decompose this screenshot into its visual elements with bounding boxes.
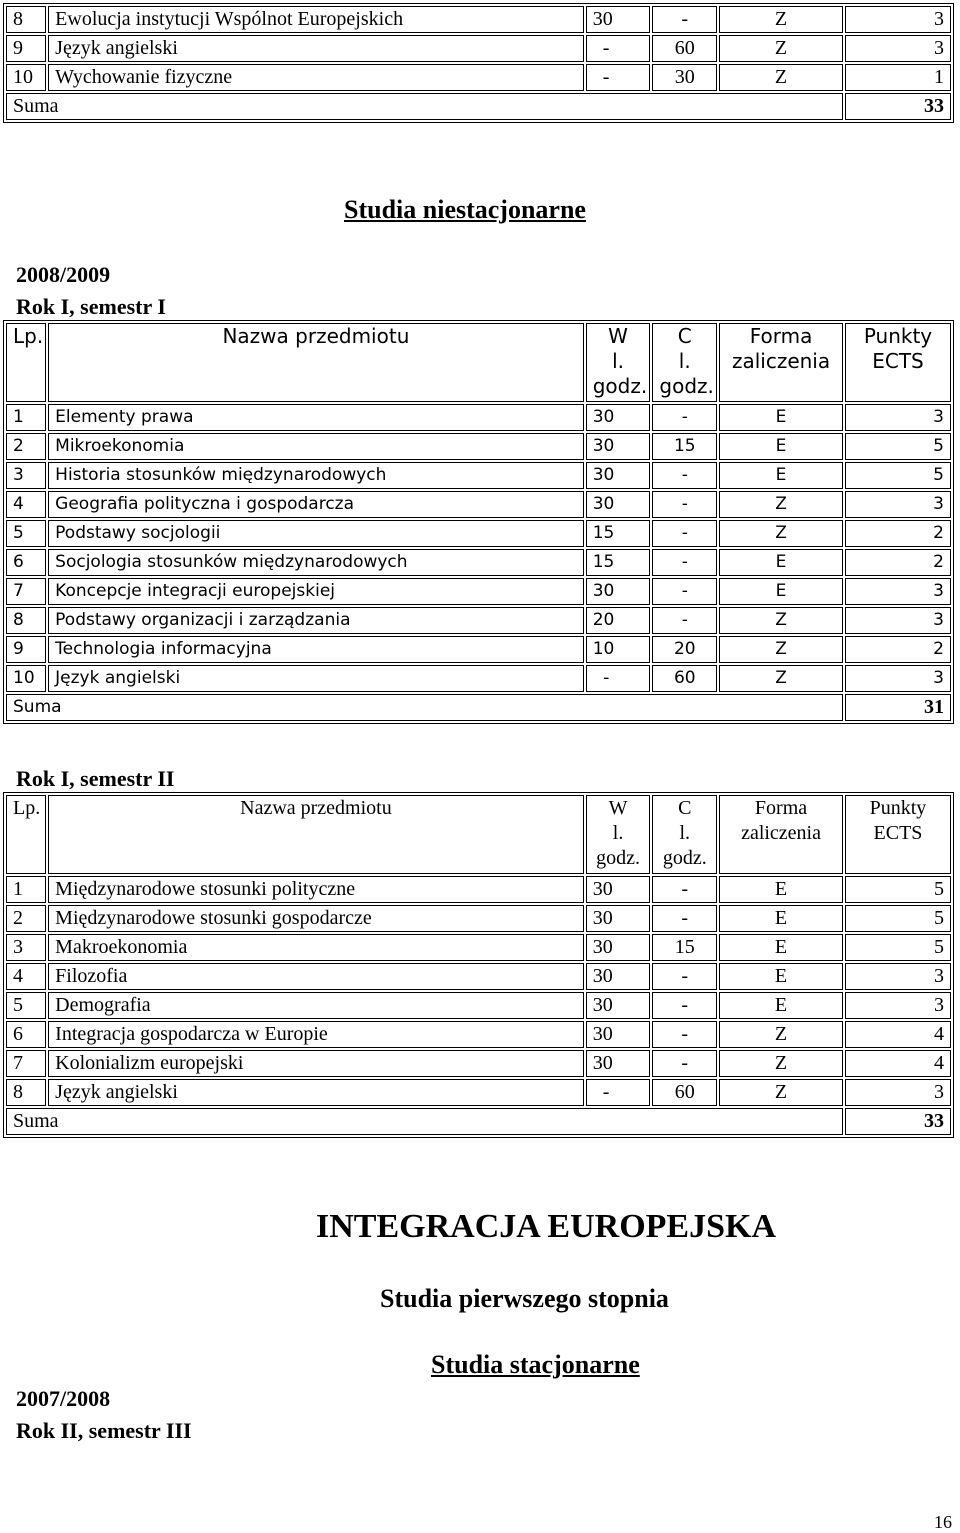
row-course-name: Filozofia (48, 963, 584, 990)
row-lecture-hours: 30 (586, 876, 651, 903)
row-lecture-hours: 30 (586, 1050, 651, 1077)
row-course-name: Historia stosunków międzynarodowych (48, 462, 584, 489)
row-lp: 8 (6, 1079, 46, 1106)
row-lp: 9 (6, 636, 46, 663)
academic-year-2008: 2008/2009 (16, 262, 111, 287)
row-course-name: Ewolucja instytucji Wspólnot Europejskich (48, 6, 584, 33)
header-w (586, 795, 651, 874)
row-course-name: Język angielski (48, 1079, 584, 1106)
row-lp: 1 (6, 876, 46, 903)
semester-2-course-table (3, 792, 954, 1138)
row-ects: 5 (845, 462, 951, 489)
header-name: Nazwa przedmiotu (48, 795, 584, 874)
row-lecture-hours: - (586, 665, 651, 692)
table-row (6, 578, 951, 605)
row-lecture-hours: 30 (586, 1021, 651, 1048)
row-ects: 5 (845, 433, 951, 460)
row-lp: 2 (6, 433, 46, 460)
header-forma-line: zaliczenia (741, 822, 821, 844)
row-lp: 4 (6, 491, 46, 518)
row-lecture-hours: - (586, 64, 651, 91)
row-class-hours: - (652, 549, 717, 576)
row-class-hours: - (652, 905, 717, 932)
header-w-line: l. (612, 822, 624, 844)
header-c-line: C (678, 797, 692, 819)
semester-label-1: Rok I, semestr I (16, 294, 166, 319)
row-course-name: Wychowanie fizyczne (48, 64, 584, 91)
row-ects: 3 (845, 404, 951, 431)
row-lp: 9 (6, 35, 46, 62)
header-forma-line: Forma (754, 797, 808, 819)
table-row (6, 404, 951, 431)
row-assessment: Z (719, 1050, 843, 1077)
table-row (6, 1050, 951, 1077)
header-w-line: l. (612, 349, 625, 373)
row-lp: 5 (6, 520, 46, 547)
row-assessment: Z (719, 491, 843, 518)
row-assessment: E (719, 934, 843, 961)
row-assessment: E (719, 549, 843, 576)
row-class-hours: - (652, 404, 717, 431)
table-row (6, 905, 951, 932)
row-ects: 3 (845, 992, 951, 1019)
row-class-hours: 60 (652, 1079, 717, 1106)
row-course-name: Elementy prawa (48, 404, 584, 431)
row-lp: 1 (6, 404, 46, 431)
table-row (6, 876, 951, 903)
row-ects: 2 (845, 549, 951, 576)
row-assessment: E (719, 578, 843, 605)
row-lecture-hours: 30 (586, 6, 651, 33)
row-lecture-hours: 30 (586, 905, 651, 932)
row-lecture-hours: 15 (586, 520, 651, 547)
semester-1-rows (6, 323, 951, 721)
row-lecture-hours: 30 (586, 934, 651, 961)
section-title-niestacjonarne: Studia niestacjonarne (344, 195, 586, 224)
row-class-hours: 20 (652, 636, 717, 663)
row-lp: 6 (6, 1021, 46, 1048)
row-assessment: E (719, 404, 843, 431)
table-sum-row (6, 93, 951, 120)
row-class-hours: - (652, 491, 717, 518)
sum-label: Suma (6, 694, 843, 721)
header-punkty-line: Punkty (863, 324, 933, 348)
row-ects: 2 (845, 520, 951, 547)
table-row (6, 963, 951, 990)
row-ects: 3 (845, 607, 951, 634)
sum-label: Suma (6, 93, 843, 120)
row-ects: 3 (845, 578, 951, 605)
header-c-line: l. (678, 349, 691, 373)
row-lecture-hours: 30 (586, 992, 651, 1019)
row-ects: 3 (845, 6, 951, 33)
academic-year-2007: 2007/2008 (16, 1386, 111, 1411)
row-ects: 3 (845, 35, 951, 62)
header-w-line: W (608, 324, 628, 348)
row-lecture-hours: 30 (586, 404, 651, 431)
row-lecture-hours: 30 (586, 578, 651, 605)
row-lecture-hours: - (586, 35, 651, 62)
study-mode-stacjonarne: Studia stacjonarne (431, 1350, 640, 1379)
program-title: INTEGRACJA EUROPEJSKA (316, 1208, 777, 1245)
row-course-name: Koncepcje integracji europejskiej (48, 578, 584, 605)
row-lp: 8 (6, 6, 46, 33)
row-class-hours: - (652, 992, 717, 1019)
page-number: 16 (934, 1512, 952, 1532)
row-class-hours: 15 (652, 433, 717, 460)
header-c (652, 323, 717, 402)
row-class-hours: 60 (652, 35, 717, 62)
row-ects: 3 (845, 1079, 951, 1106)
row-course-name: Mikroekonomia (48, 433, 584, 460)
row-assessment: E (719, 963, 843, 990)
table-row (6, 491, 951, 518)
row-course-name: Język angielski (48, 35, 584, 62)
table-row (6, 433, 951, 460)
row-course-name: Podstawy socjologii (48, 520, 584, 547)
row-assessment: Z (719, 1079, 843, 1106)
row-assessment: E (719, 876, 843, 903)
header-lp: Lp. (6, 795, 46, 874)
row-course-name: Makroekonomia (48, 934, 584, 961)
row-course-name: Międzynarodowe stosunki gospodarcze (48, 905, 584, 932)
header-punkty-line: Punkty (869, 797, 927, 819)
row-assessment: E (719, 433, 843, 460)
semester-label-2: Rok I, semestr II (16, 766, 175, 791)
row-assessment: Z (719, 6, 843, 33)
row-lecture-hours: 10 (586, 636, 651, 663)
table-sum-row (6, 1108, 951, 1135)
table-row (6, 64, 951, 91)
header-w-line: godz. (596, 847, 640, 869)
header-c (652, 795, 717, 874)
row-class-hours: - (652, 963, 717, 990)
row-class-hours: 60 (652, 665, 717, 692)
row-lp: 6 (6, 549, 46, 576)
header-c-line: l. (679, 822, 691, 844)
row-assessment: Z (719, 665, 843, 692)
header-forma (719, 795, 843, 874)
row-assessment: E (719, 905, 843, 932)
table-row (6, 934, 951, 961)
row-course-name: Demografia (48, 992, 584, 1019)
row-lp: 2 (6, 905, 46, 932)
header-w-line: godz. (592, 374, 648, 398)
table-row (6, 549, 951, 576)
row-ects: 3 (845, 491, 951, 518)
table-row (6, 6, 951, 33)
row-lp: 3 (6, 462, 46, 489)
row-assessment: E (719, 992, 843, 1019)
row-lp: 5 (6, 992, 46, 1019)
program-level: Studia pierwszego stopnia (380, 1284, 669, 1313)
top-course-rows (6, 6, 951, 120)
row-course-name: Geografia polityczna i gospodarcza (48, 491, 584, 518)
row-course-name: Socjologia stosunków międzynarodowych (48, 549, 584, 576)
header-punkty-line: ECTS (873, 822, 923, 844)
table-row (6, 520, 951, 547)
row-assessment: Z (719, 64, 843, 91)
row-ects: 5 (845, 905, 951, 932)
table-sum-row (6, 694, 951, 721)
row-lp: 4 (6, 963, 46, 990)
row-lecture-hours: 30 (586, 963, 651, 990)
header-punkty (845, 323, 951, 402)
row-lp: 10 (6, 64, 46, 91)
header-forma-line: Forma (749, 324, 813, 348)
row-class-hours: - (652, 1050, 717, 1077)
header-c-line: godz. (662, 847, 707, 869)
table-header-row (6, 795, 951, 874)
row-ects: 4 (845, 1021, 951, 1048)
row-lecture-hours: 20 (586, 607, 651, 634)
row-lp: 7 (6, 1050, 46, 1077)
table-row (6, 1079, 951, 1106)
table-row (6, 1021, 951, 1048)
table-header-row (6, 323, 951, 402)
header-punkty-line: ECTS (872, 349, 924, 373)
row-assessment: E (719, 462, 843, 489)
row-class-hours: - (652, 607, 717, 634)
top-course-table (3, 3, 954, 123)
table-row (6, 462, 951, 489)
row-ects: 4 (845, 1050, 951, 1077)
row-assessment: Z (719, 636, 843, 663)
header-c-line: godz. (659, 374, 714, 398)
semester-2-rows (6, 795, 951, 1135)
row-class-hours: - (652, 876, 717, 903)
sum-value: 31 (845, 694, 951, 721)
row-course-name: Technologia informacyjna (48, 636, 584, 663)
header-w-line: W (608, 797, 628, 819)
row-assessment: Z (719, 520, 843, 547)
header-forma-line: zaliczenia (731, 349, 831, 373)
table-row (6, 35, 951, 62)
row-class-hours: - (652, 520, 717, 547)
row-assessment: Z (719, 35, 843, 62)
row-ects: 5 (845, 934, 951, 961)
row-ects: 5 (845, 876, 951, 903)
sum-label: Suma (6, 1108, 843, 1135)
row-course-name: Język angielski (48, 665, 584, 692)
header-c-line: C (677, 324, 692, 348)
row-assessment: Z (719, 1021, 843, 1048)
row-course-name: Podstawy organizacji i zarządzania (48, 607, 584, 634)
row-class-hours: - (652, 578, 717, 605)
row-lecture-hours: 30 (586, 462, 651, 489)
header-w (586, 323, 651, 402)
sum-value: 33 (845, 93, 951, 120)
semester-1-course-table (3, 320, 954, 724)
row-lp: 7 (6, 578, 46, 605)
table-row (6, 636, 951, 663)
table-row (6, 607, 951, 634)
header-forma (719, 323, 843, 402)
header-name: Nazwa przedmiotu (48, 323, 584, 402)
row-lp: 8 (6, 607, 46, 634)
row-lecture-hours: 15 (586, 549, 651, 576)
row-ects: 3 (845, 963, 951, 990)
row-lecture-hours: - (586, 1079, 651, 1106)
row-class-hours: - (652, 6, 717, 33)
semester-label-3: Rok II, semestr III (16, 1418, 192, 1443)
row-class-hours: - (652, 462, 717, 489)
row-class-hours: - (652, 1021, 717, 1048)
row-lecture-hours: 30 (586, 433, 651, 460)
row-ects: 3 (845, 665, 951, 692)
row-course-name: Kolonializm europejski (48, 1050, 584, 1077)
row-lecture-hours: 30 (586, 491, 651, 518)
row-lp: 3 (6, 934, 46, 961)
table-row (6, 665, 951, 692)
row-class-hours: 15 (652, 934, 717, 961)
row-course-name: Integracja gospodarcza w Europie (48, 1021, 584, 1048)
row-ects: 2 (845, 636, 951, 663)
row-class-hours: 30 (652, 64, 717, 91)
table-row (6, 992, 951, 1019)
row-ects: 1 (845, 64, 951, 91)
row-course-name: Międzynarodowe stosunki polityczne (48, 876, 584, 903)
header-punkty (845, 795, 951, 874)
header-lp: Lp. (6, 323, 46, 402)
row-assessment: Z (719, 607, 843, 634)
row-lp: 10 (6, 665, 46, 692)
sum-value: 33 (845, 1108, 951, 1135)
